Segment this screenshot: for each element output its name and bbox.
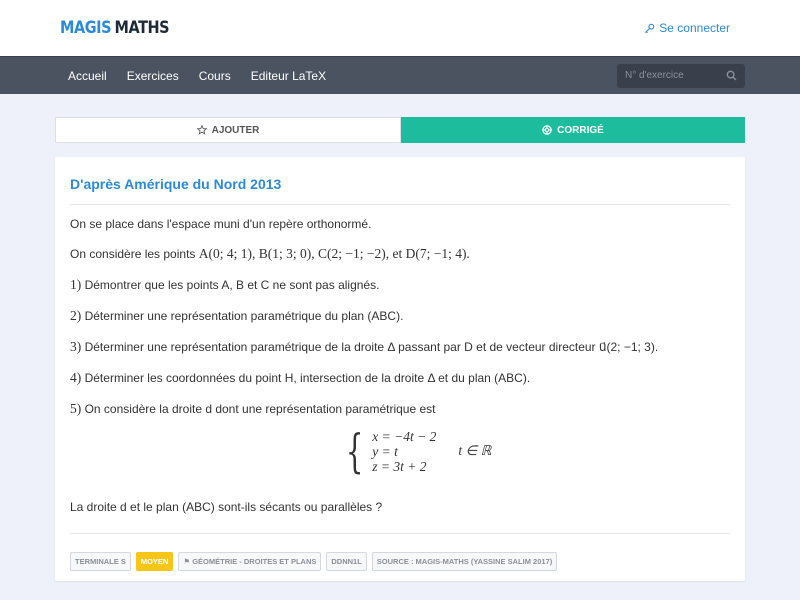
key-icon bbox=[644, 23, 655, 34]
question-text: Déterminer une représentation paramétrique du plan (ABC). bbox=[84, 309, 404, 323]
question-text: On considère la droite d dont une représentation paramétrique est bbox=[84, 402, 436, 416]
exercise-search bbox=[617, 64, 745, 88]
question-text: Démontrer que les points A, B et C ne sont pas alignés. bbox=[84, 278, 380, 292]
search-input[interactable] bbox=[625, 70, 715, 81]
tag-topic-label: GÉOMÉTRIE - DROITES ET PLANS bbox=[192, 557, 317, 566]
search-icon[interactable] bbox=[726, 70, 737, 81]
question-text: Déterminer les coordonnées du point H, intersection de la droite Δ et du plan (ABC). bbox=[84, 371, 531, 385]
question-5 bbox=[70, 401, 435, 417]
points-math: A(0; 4; 1), B(1; 3; 0), C(2; −1; −2), et D(7; −1; 4). bbox=[198, 246, 470, 261]
equation-x: x = −4t − 2 bbox=[372, 428, 437, 444]
exercise-actions bbox=[55, 117, 745, 143]
question-text: Déterminer une représentation paramétrique de la droite Δ passant par D et de vecteur directeur u⃗(2; −1; 3). bbox=[84, 340, 659, 354]
star-icon bbox=[197, 125, 207, 135]
question-2 bbox=[70, 308, 403, 324]
question-number: 2) bbox=[70, 308, 82, 323]
nav-item-exercices[interactable]: Exercices bbox=[126, 68, 179, 83]
question-number: 5) bbox=[70, 401, 82, 416]
equation-y: y = t bbox=[372, 443, 398, 459]
site-logo[interactable] bbox=[60, 18, 169, 38]
question-3 bbox=[70, 339, 658, 355]
nav-item-accueil[interactable]: Accueil bbox=[68, 68, 107, 83]
login-label: Se connecter bbox=[659, 21, 730, 35]
add-button[interactable] bbox=[55, 117, 401, 143]
divider bbox=[70, 533, 730, 534]
login-link[interactable] bbox=[644, 21, 730, 35]
exercise-conclusion: La droite d et le plan (ABC) sont-ils sécants ou parallèles ? bbox=[70, 500, 383, 514]
lifebuoy-icon bbox=[542, 125, 552, 135]
exercise-card bbox=[55, 157, 745, 581]
solution-button[interactable] bbox=[401, 117, 745, 143]
nav-item-editeur[interactable]: Editeur LaTeX bbox=[250, 68, 327, 83]
tag-topic[interactable] bbox=[178, 552, 321, 571]
logo-text-maths: MATHS bbox=[114, 18, 170, 38]
tag-code[interactable]: DDNN1L bbox=[326, 552, 366, 571]
top-header bbox=[0, 0, 800, 56]
logo-text-magis: MAGIS bbox=[60, 18, 112, 38]
tag-icon: ⚑ bbox=[183, 557, 191, 566]
solution-button-label: CORRIGÉ bbox=[557, 124, 604, 136]
tag-level-class[interactable]: TERMINALE S bbox=[70, 552, 131, 571]
system-equations bbox=[372, 429, 436, 474]
exercise-title: D'après Amérique du Nord 2013 bbox=[70, 157, 730, 205]
question-number: 3) bbox=[70, 339, 82, 354]
nav-item-cours[interactable]: Cours bbox=[198, 68, 231, 83]
question-1 bbox=[70, 277, 379, 293]
points-line bbox=[70, 246, 470, 262]
points-prefix: On considère les points bbox=[70, 247, 199, 261]
question-number: 1) bbox=[70, 277, 82, 292]
add-button-label: AJOUTER bbox=[211, 124, 260, 136]
tag-list bbox=[70, 552, 557, 571]
question-4 bbox=[70, 370, 530, 386]
system-parameter: t ∈ ℝ bbox=[458, 443, 492, 458]
equation-z: z = 3t + 2 bbox=[372, 458, 427, 474]
parametric-system bbox=[340, 424, 492, 478]
tag-difficulty[interactable]: MOYEN bbox=[136, 552, 174, 571]
main-navbar bbox=[0, 56, 800, 94]
question-number: 4) bbox=[70, 370, 82, 385]
brace-symbol: { bbox=[345, 424, 364, 478]
tag-source[interactable]: SOURCE : MAGIS-MATHS (YASSINE SALIM 2017) bbox=[372, 552, 557, 571]
exercise-intro: On se place dans l'espace muni d'un repère orthonormé. bbox=[70, 217, 372, 231]
nav-links bbox=[58, 69, 336, 83]
